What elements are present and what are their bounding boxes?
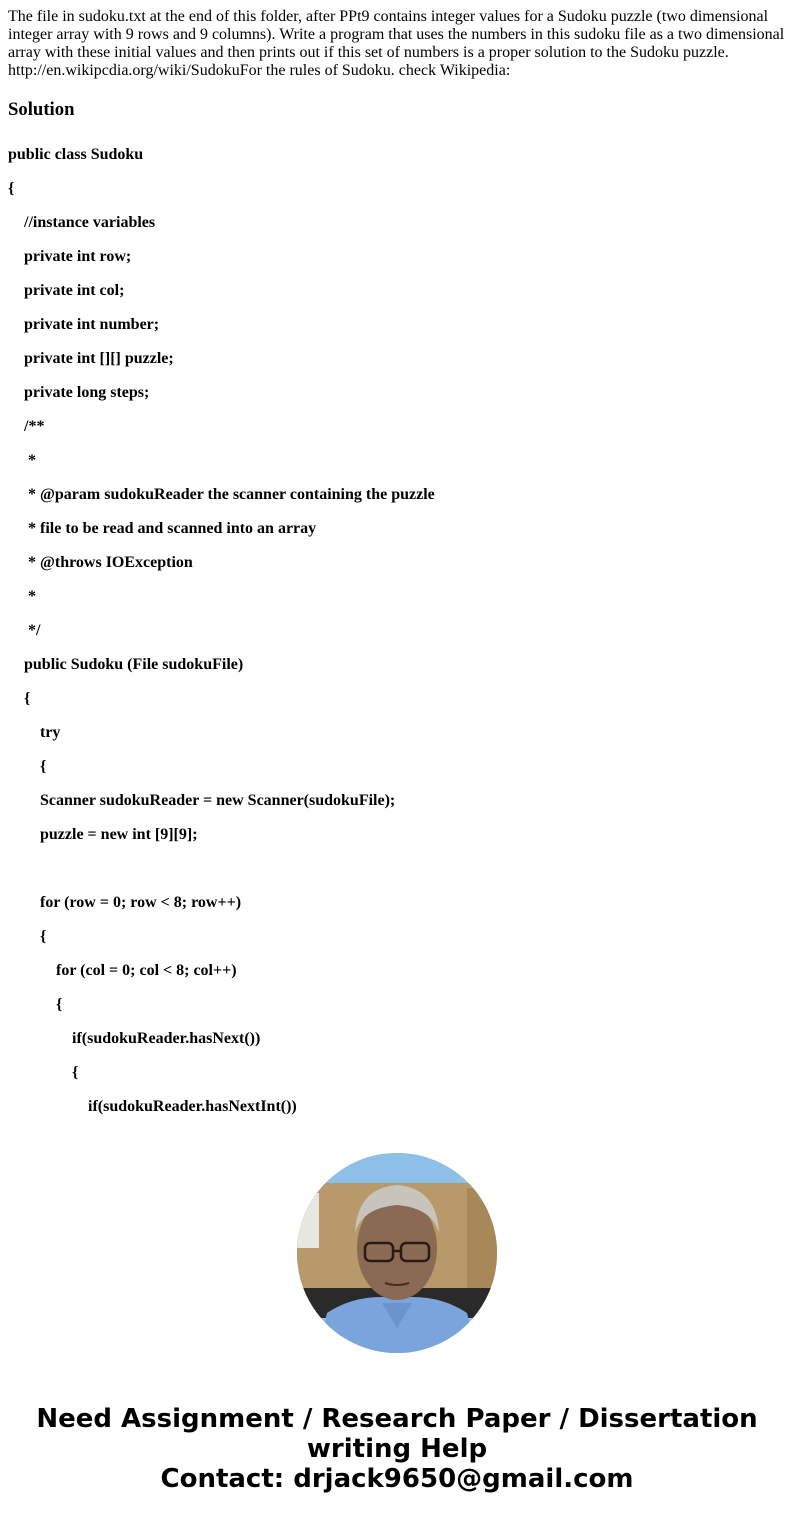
code-line: try <box>40 724 61 741</box>
contact-email: Contact: drjack9650@gmail.com <box>160 1464 634 1494</box>
code-block <box>8 146 786 1132</box>
promo-line-2: writing Help <box>306 1434 488 1464</box>
code-line: * <box>24 588 36 605</box>
code-line: { <box>56 996 63 1013</box>
solution-heading: Solution <box>8 99 75 120</box>
code-line: { <box>72 1064 79 1081</box>
page-content <box>8 8 786 1115</box>
code-line: private int [][] puzzle; <box>24 350 174 367</box>
code-line: for (row = 0; row < 8; row++) <box>40 894 242 911</box>
code-line: Scanner sudokuReader = new Scanner(sudokuFile); <box>40 792 396 809</box>
code-line: private int number; <box>24 316 160 333</box>
code-line: */ <box>24 622 41 639</box>
promo-footer <box>0 1404 794 1494</box>
code-line: private int col; <box>24 282 125 299</box>
code-line: /** <box>24 418 45 435</box>
code-line: { <box>24 690 31 707</box>
code-line: { <box>40 928 47 945</box>
promo-line-1: Need Assignment / Research Paper / Dissertation <box>36 1404 758 1434</box>
code-line: private int row; <box>24 248 132 265</box>
code-line: //instance variables <box>24 214 156 231</box>
code-line: { <box>8 180 15 197</box>
code-line: private long steps; <box>24 384 150 401</box>
code-line: public Sudoku (File sudokuFile) <box>24 656 244 673</box>
code-line <box>8 860 786 894</box>
code-line: * <box>24 452 36 469</box>
code-line: if(sudokuReader.hasNextInt()) <box>88 1098 297 1115</box>
code-line: for (col = 0; col < 8; col++) <box>56 962 237 979</box>
person-photo-icon <box>297 1153 497 1353</box>
code-line: { <box>40 758 47 775</box>
code-line: * @param sudokuReader the scanner containing the puzzle <box>24 486 435 503</box>
code-line: * @throws IOException <box>24 554 193 571</box>
code-line: puzzle = new int [9][9]; <box>40 826 198 843</box>
code-line: public class Sudoku <box>8 146 144 163</box>
code-line: * file to be read and scanned into an array <box>24 520 317 537</box>
author-avatar <box>297 1153 497 1353</box>
question-text: The file in sudoku.txt at the end of this folder, after PPt9 contains integer values for a Sudoku puzzle (two dimensional integer array with 9 rows and 9 columns). Write a program that uses the numbers in this sudoku file as a two dimensional array with these initial values and then prints out if this set of numbers is a proper solution to the Sudoku puzzle. http://en.wikipcdia.org/wiki/SudokuFor the rules of Sudoku. check Wikipedia: <box>8 8 785 79</box>
code-line: if(sudokuReader.hasNext()) <box>72 1030 261 1047</box>
